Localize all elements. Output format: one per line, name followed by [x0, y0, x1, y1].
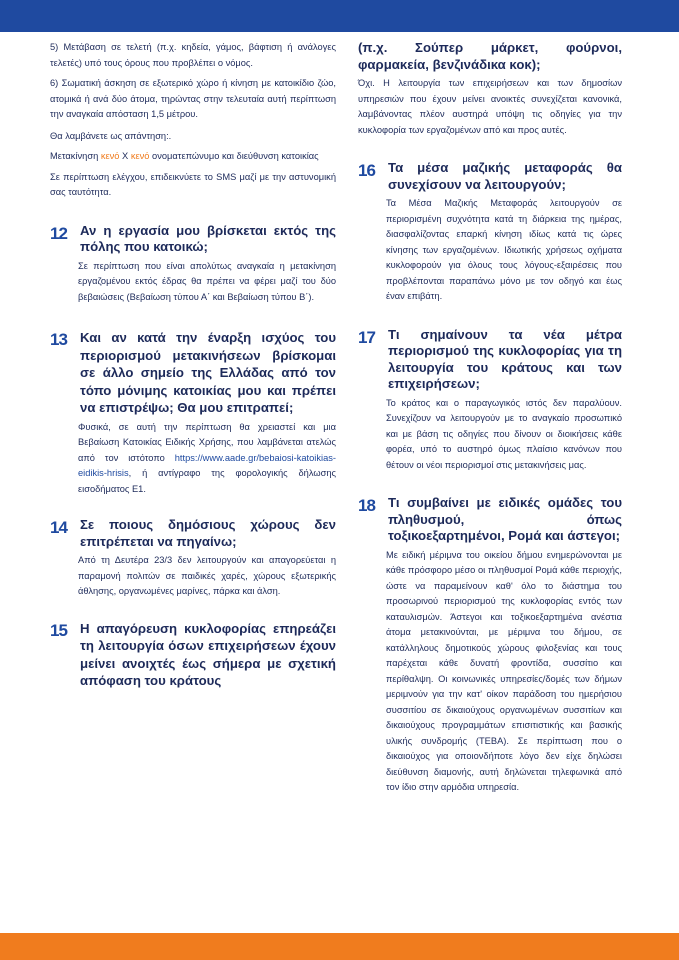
aade-link[interactable]: https://www.aade.gr/bebaiosi-katoikias-eidikis-hrisis	[78, 452, 336, 478]
check-note: Σε περίπτωση ελέγχου, επιδεικνύετε το SMS μαζί με την αστυνομική σας ταυτότητα.	[50, 171, 336, 197]
answer-text: Φυσικά, σε αυτή την περίπτωση θα χρειαστεί και μια Βεβαίωση Κατοικίας Ειδικής Χρήσης, που λαμβάνεται ατελώς από τον ιστότοπο	[78, 421, 336, 463]
reply-intro: Θα λαμβάνετε ως απάντηση:.	[50, 130, 172, 141]
reply-suffix: ονοματεπώνυμο και διεύθυνση κατοικίας	[149, 151, 319, 161]
header-bar	[0, 0, 679, 32]
question-title: Η απαγόρευση κυκλοφορίας επηρεάζει τη λειτουργία όσων επιχειρήσεων έχουν μείνει ανοιχτές έως σήμερα με σχετική απόφαση του κράτους	[80, 620, 336, 688]
question-title-continued: (π.χ. Σούπερ μάρκετ, φούρνοι, φαρμακεία, βενζινάδικα κοκ);	[358, 40, 622, 72]
question-number: 18	[358, 496, 375, 515]
question-title: Τι σημαίνουν τα νέα μέτρα περιορισμού της κυκλοφορίας για τη λειτουργία του κράτους και των επιχειρήσεων;	[388, 326, 622, 391]
right-column	[358, 40, 622, 796]
reply-prefix: Μετακίνηση	[50, 151, 101, 161]
reply-format	[50, 149, 336, 165]
question-answer: Το κράτος και ο παραγωγικός ιστός δεν παραλύουν. Συνεχίζουν να λειτουργούν με το αναγκαίο προσωπικό και με βάση τις οδηγίες που δίνουν οι διοικήσεις κάθε φορέα, υπό το αυστηρό όμως πλαίσιο κανόνων που θέτουν οι νέοι περιορισμοί στις μετακινήσεις μας.	[386, 397, 622, 470]
question-number: 14	[50, 518, 67, 537]
question-number: 13	[50, 330, 67, 349]
answer-text-end: , ή αντίγραφο της φορολογικής δήλωσης εισοδήματος Ε1.	[78, 468, 336, 494]
question-title: Τι συμβαίνει με ειδικές ομάδες του πληθυσμού, όπως τοξικοεξαρτημένοι, Ρομά και άστεγοι;	[388, 495, 622, 543]
question-title: Αν η εργασία μου βρίσκεται εκτός της πόλης που κατοικώ;	[80, 222, 336, 254]
reply-x: Χ	[119, 151, 131, 161]
reply-blank-1: κενό	[100, 151, 120, 161]
question-16	[358, 160, 622, 305]
question-13	[50, 329, 336, 497]
question-number: 16	[358, 161, 375, 180]
question-answer: Με ειδική μέριμνα του οικείου δήμου ενημερώνονται με κάθε πρόσφορο μέσο οι πληθυσμοί Ρομά κάθε περιοχής, ώστε να παραμείνουν καθ' όλο το διάστημα του προσωρινού περιορισμού της κυκλοφορίας εντός των καταυλισμών. Άστεγοι και τοξικοεξαρτημένα ανέστια άτομα μετακινούνται, με μέριμνα του δήμου, σε κατάλληλους δημοτικούς χώρους φιλοξενίας και τους παρέχεται κάθε δυνατή φροντίδα, συσσίτιο και περίθαλψη. Οι κοινωνικές υπηρεσίες/δομές των δήμων μεριμνούν για την κατ' οίκον παράδοση του ημερήσιου συσσιτίου σε δικαιούχους οργανωμένων συσσιτίων και δικαιούχους προγραμμάτων επισιτιστικής και βασικής υλικής συνδρομής (ΤΕΒΑ). Σε περίπτωση που ο δικαιούχος για οποιονδήποτε λόγο δεν είχε δηλώσει διεύθυνση διαμονής, αυτή δηλώνεται τηλεφωνικά από τον ίδιο στην αρμόδια υπηρεσία.	[386, 549, 622, 792]
question-15	[50, 620, 336, 690]
question-18	[358, 495, 622, 796]
question-answer: Σε περίπτωση που είναι απολύτως αναγκαία η μετακίνηση εργαζομένου εκτός έδρας θα πρέπει να φέρει μαζί του δύο βεβαιώσεις (Βεβαίωση τύπου Α΄ και Βεβαίωση τύπου Β΄).	[78, 260, 336, 302]
question-title: Τα μέσα μαζικής μεταφοράς θα συνεχίσουν να λειτουργούν;	[388, 160, 622, 192]
item-5: 5) Μετάβαση σε τελετή (π.χ. κηδεία, γάμος, βάφτιση ή ανάλογες τελετές) υπό τους όρους που προβλέπει ο νόμος.	[50, 42, 336, 68]
item-6: 6) Σωματική άσκηση σε εξωτερικό χώρο ή κίνηση με κατοικίδιο ζώο, ατομικά ή ανά δύο άτομα, τηρώντας στην τελευταία αυτή περίπτωση την αναγκαία απόσταση 1,5 μέτρου.	[50, 78, 336, 119]
question-12	[50, 223, 336, 306]
reply-blank-2: κενό	[130, 151, 150, 161]
question-title: Και αν κατά την έναρξη ισχύος του περιορισμού μετακινήσεων βρίσκομαι σε άλλο σημείο της Ελλάδας από τον τόπο μόνιμης κατοικίας μου και πρέπει να επιστρέψω; Θα μου επιτραπεί;	[80, 330, 336, 415]
question-15-continued	[358, 40, 622, 138]
question-title: Σε ποιους δημόσιους χώρους δεν επιτρέπεται να πηγαίνω;	[80, 517, 336, 549]
question-17	[358, 327, 622, 474]
question-number: 17	[358, 327, 375, 347]
question-answer: Τα Μέσα Μαζικής Μεταφοράς λειτουργούν σε περιορισμένη συχνότητα κατά τη διάρκεια της ημέρας, διασφαλίζοντας επαρκή κίνηση ιδίως κατά τις ώρες κίνησης των εργαζομένων. Ιδιωτικής χρήσεως οχήματα κυκλοφορούν για όλους τους λόγους-εξαιρέσεις που προβλέπονται παραπάνω μόνο με τον οδηγό και έως έναν επιβάτη.	[386, 198, 622, 301]
question-answer: Από τη Δευτέρα 23/3 δεν λειτουργούν και απαγορεύεται η παραμονή πολιτών σε παιδικές χαρές, χώρους εξωτερικής άθλησης, οργανωμένες μαρίνες, πάρκα και άλση.	[78, 555, 336, 596]
question-14	[50, 517, 336, 600]
question-answer: Όχι. Η λειτουργία των επιχειρήσεων και των δημοσίων υπηρεσιών που έχουν μείνει ανοικτές συνεχίζεται κανονικά, λαμβάνοντας πλέον αυστηρά υπόψη τις οδηγίες για την κυκλοφορία των εργαζομένων από και προς αυτές.	[358, 78, 622, 135]
question-answer	[78, 420, 336, 498]
footer-bar	[0, 933, 679, 960]
left-column	[50, 40, 336, 693]
question-number: 15	[50, 620, 67, 640]
question-number: 12	[50, 223, 67, 243]
